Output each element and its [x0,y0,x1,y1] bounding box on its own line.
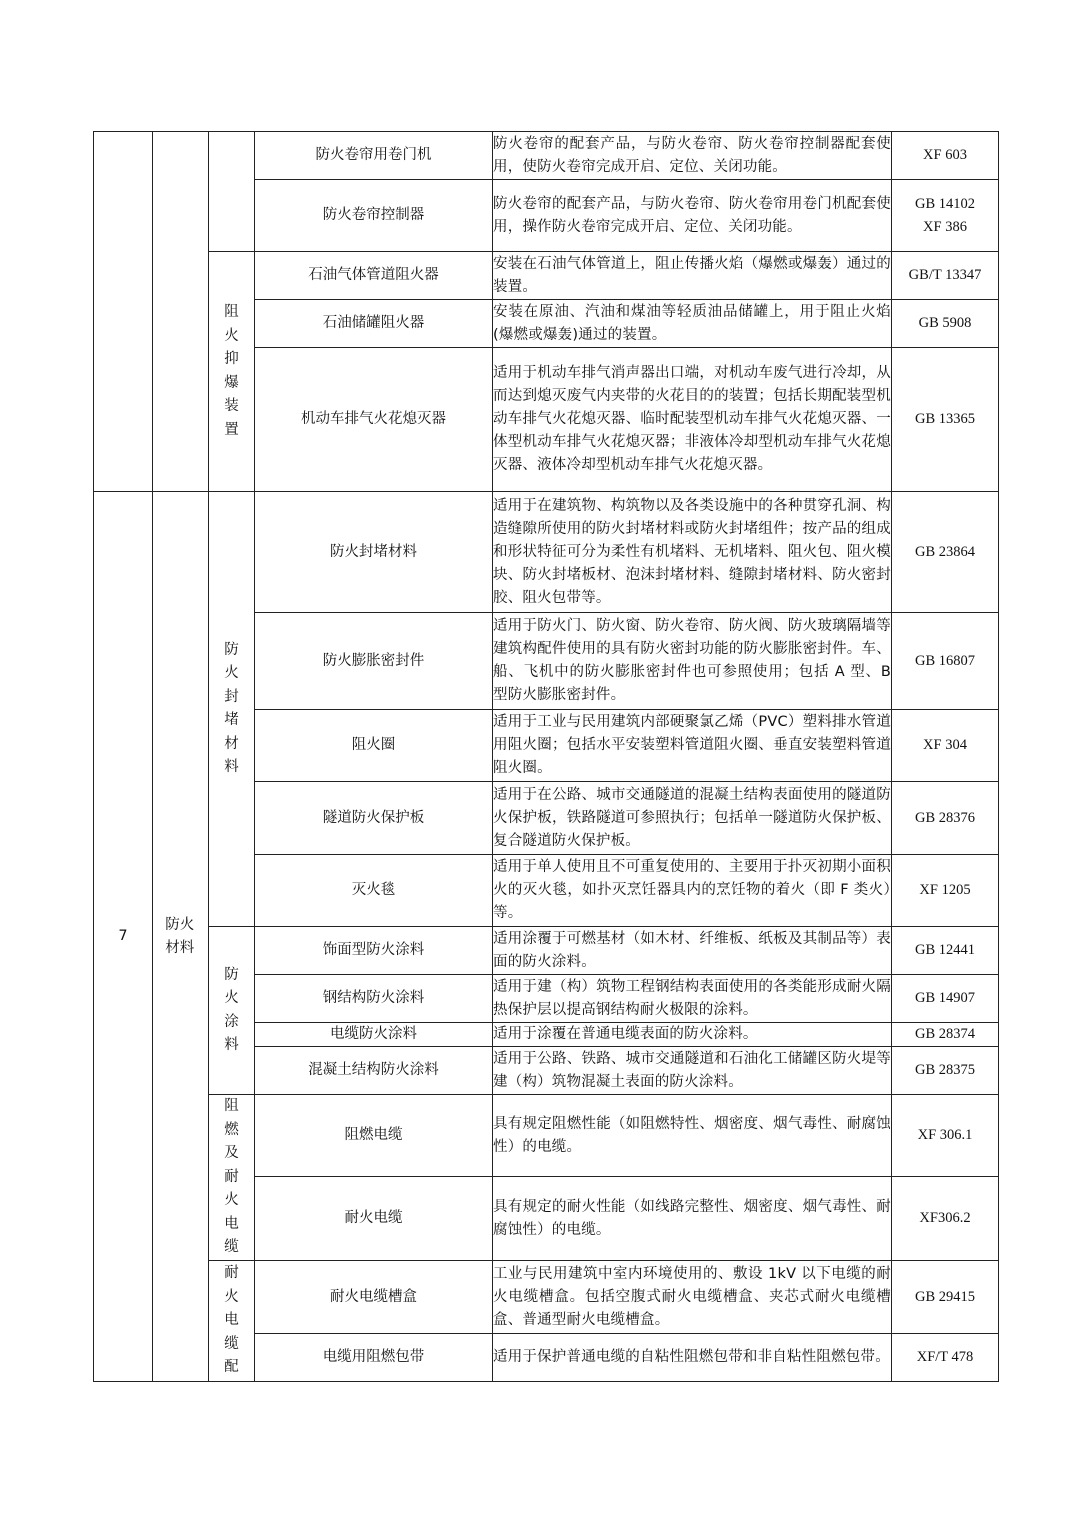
standard-code: GB 28374 [892,1023,999,1047]
product-name: 防火卷帘控制器 [255,180,493,252]
product-name: 石油气体管道阻火器 [255,252,493,300]
product-name: 防火封堵材料 [255,492,493,613]
product-name: 防火膨胀密封件 [255,613,493,710]
standard-code-line: GB 14102 [914,195,976,212]
standard-code [892,180,999,252]
product-description: 适用于涂覆在普通电缆表面的防火涂料。 [493,1023,892,1047]
product-name: 耐火电缆 [255,1177,493,1261]
standard-code: GB 28376 [892,782,999,855]
category-label: 防火材料 [153,492,209,1382]
subcategory-label: 耐火电缆配 [209,1261,255,1382]
subcategory-label: 阻火抑爆装置 [209,252,255,492]
standard-code: XF 304 [892,710,999,782]
product-name: 电缆防火涂料 [255,1023,493,1047]
standard-code: GB 29415 [892,1261,999,1334]
product-description: 适用于在公路、城市交通隧道的混凝土结构表面使用的隧道防火保护板，铁路隧道可参照执行；包括单一隧道防火保护板、复合隧道防火保护板。 [493,782,892,855]
subcategory-label: 防火封堵材料 [209,492,255,927]
section-number: 7 [94,492,153,1382]
product-description: 工业与民用建筑中室内环境使用的、敷设 1kV 以下电缆的耐火电缆槽盒。包括空腹式耐火电缆槽盒、夹芯式耐火电缆槽盒、普通型耐火电缆槽盒。 [493,1261,892,1334]
standard-code: GB 28375 [892,1047,999,1095]
product-name: 混凝土结构防火涂料 [255,1047,493,1095]
standards-table [93,131,999,1382]
product-name: 灭火毯 [255,855,493,927]
product-name: 隧道防火保护板 [255,782,493,855]
product-name: 机动车排气火花熄灭器 [255,348,493,492]
standard-code: GB 14907 [892,975,999,1023]
standard-code: GB 16807 [892,613,999,710]
standard-code-line: XF 386 [923,218,967,235]
table-row [94,1261,999,1334]
subcategory-label: 阻燃及耐火电缆 [209,1095,255,1261]
table-row [94,132,999,180]
product-description: 适用于在建筑物、构筑物以及各类设施中的各种贯穿孔洞、构造缝隙所使用的防火封堵材料或防火封堵组件；按产品的组成和形状特征可分为柔性有机堵料、无机堵料、阻火包、阻火模块、防火封堵板材、泡沫封堵材料、缝隙封堵材料、防火密封胶、阻火包带等。 [493,492,892,613]
product-name: 饰面型防火涂料 [255,927,493,975]
standard-code: GB 23864 [892,492,999,613]
product-description: 防火卷帘的配套产品，与防火卷帘、防火卷帘控制器配套使用，使防火卷帘完成开启、定位、关闭功能。 [493,132,892,180]
product-description: 适用于保护普通电缆的自粘性阻燃包带和非自粘性阻燃包带。 [493,1334,892,1382]
standard-code: GB 5908 [892,300,999,348]
product-description: 安装在石油气体管道上，阻止传播火焰（爆燃或爆轰）通过的装置。 [493,252,892,300]
section-number-cell-empty [94,132,153,492]
product-description: 适用于防火门、防火窗、防火卷帘、防火阀、防火玻璃隔墙等建筑构配件使用的具有防火密封功能的防火膨胀密封件。车、船、飞机中的防火膨胀密封件也可参照使用；包括 A 型、B 型防火膨胀密封件。 [493,613,892,710]
product-description: 适用于机动车排气消声器出口端，对机动车废气进行冷却，从而达到熄灭废气内夹带的火花目的的装置；包括长期配装型机动车排气火花熄灭器、临时配装型机动车排气火花熄灭器、一体型机动车排气火花熄灭器；非液体冷却型机动车排气火花熄灭器、液体冷却型机动车排气火花熄灭器。 [493,348,892,492]
subcategory-label: 防火涂料 [209,927,255,1095]
table-row [94,252,999,300]
product-name: 钢结构防火涂料 [255,975,493,1023]
product-name: 石油储罐阻火器 [255,300,493,348]
category-cell-empty [153,132,209,492]
product-name: 耐火电缆槽盒 [255,1261,493,1334]
product-description: 适用于建（构）筑物工程钢结构表面使用的各类能形成耐火隔热保护层以提高钢结构耐火极限的涂料。 [493,975,892,1023]
product-description: 适用于工业与民用建筑内部硬聚氯乙烯（PVC）塑料排水管道用阻火圈；包括水平安装塑料管道阻火圈、垂直安装塑料管道阻火圈。 [493,710,892,782]
product-description: 适用于单人使用且不可重复使用的、主要用于扑灭初期小面积火的灭火毯，如扑灭烹饪器具内的烹饪物的着火（即 F 类火）等。 [493,855,892,927]
product-name: 电缆用阻燃包带 [255,1334,493,1382]
subcategory-cell-empty [209,132,255,252]
table-row [94,1095,999,1177]
standard-code: GB/T 13347 [892,252,999,300]
standard-code: GB 13365 [892,348,999,492]
table-row [94,927,999,975]
standard-code: GB 12441 [892,927,999,975]
product-description: 安装在原油、汽油和煤油等轻质油品储罐上，用于阻止火焰(爆燃或爆轰)通过的装置。 [493,300,892,348]
product-name: 防火卷帘用卷门机 [255,132,493,180]
standard-code: XF 603 [892,132,999,180]
product-description: 适用于公路、铁路、城市交通隧道和石油化工储罐区防火堤等建（构）筑物混凝土表面的防火涂料。 [493,1047,892,1095]
product-name: 阻燃电缆 [255,1095,493,1177]
product-description: 适用涂覆于可燃基材（如木材、纤维板、纸板及其制品等）表面的防火涂料。 [493,927,892,975]
product-description: 具有规定的耐火性能（如线路完整性、烟密度、烟气毒性、耐腐蚀性）的电缆。 [493,1177,892,1261]
standard-code: XF 306.1 [892,1095,999,1177]
table-row [94,492,999,613]
standard-code: XF 1205 [892,855,999,927]
standard-code: XF/T 478 [892,1334,999,1382]
standard-code: XF306.2 [892,1177,999,1261]
product-name: 阻火圈 [255,710,493,782]
product-description: 具有规定阻燃性能（如阻燃特性、烟密度、烟气毒性、耐腐蚀性）的电缆。 [493,1095,892,1177]
product-description: 防火卷帘的配套产品，与防火卷帘、防火卷帘用卷门机配套使用，操作防火卷帘完成开启、定位、关闭功能。 [493,180,892,252]
